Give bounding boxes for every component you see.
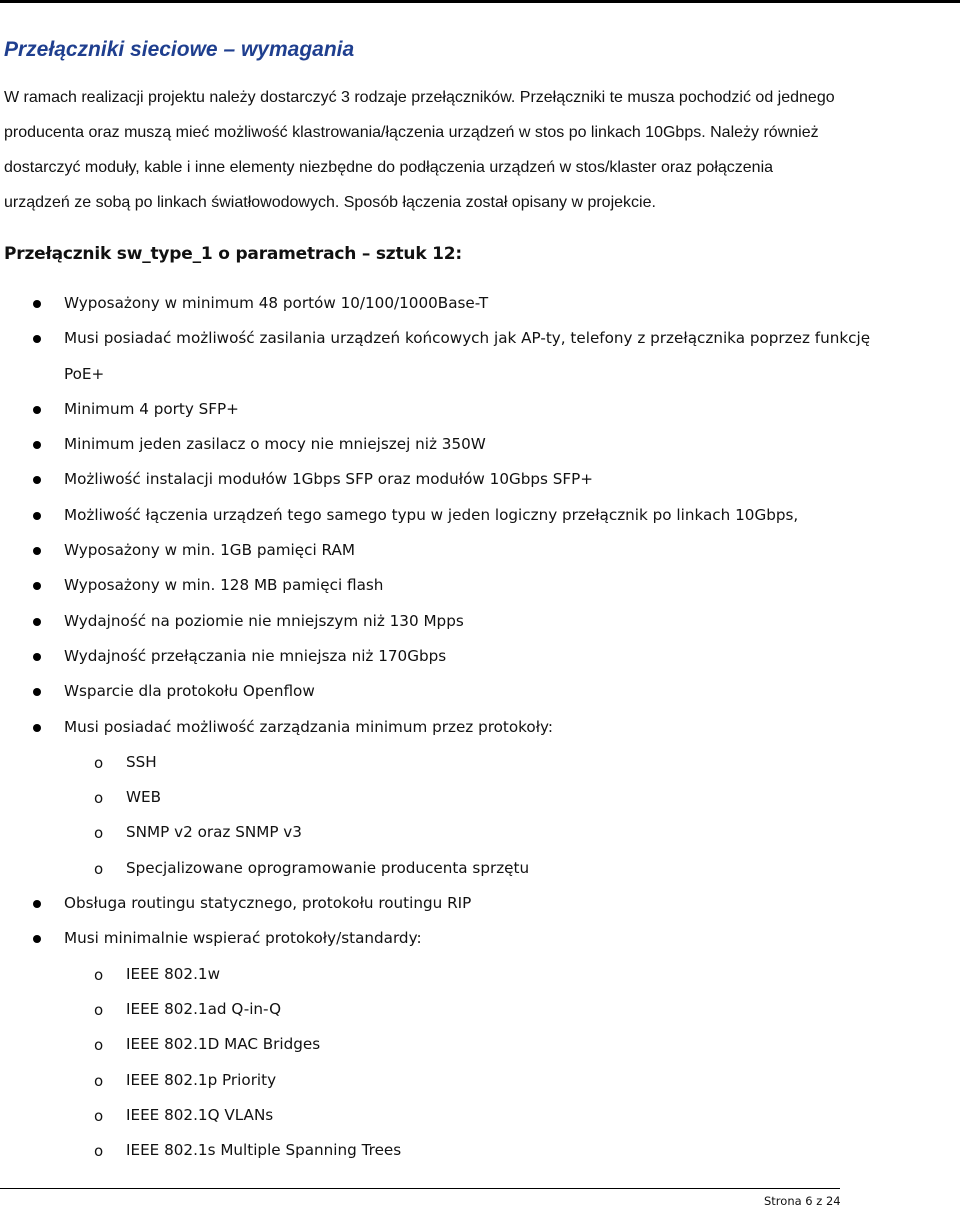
page-number: Strona 6 z 24 xyxy=(764,1194,841,1208)
section-heading: Przełączniki sieciowe – wymagania xyxy=(4,38,355,61)
list-item-text: Minimum 4 porty SFP+ xyxy=(64,399,239,418)
intro-line: urządzeń ze sobą po linkach światłowodowych. Sposób łączenia został opisany w projekcie. xyxy=(4,194,656,211)
bullet-icon xyxy=(33,688,41,696)
sub-list-item xyxy=(0,815,960,850)
circle-bullet-icon: o xyxy=(94,965,104,984)
list-item-text: SSH xyxy=(126,752,157,771)
list-item-text: Możliwość łączenia urządzeń tego samego typu w jeden logiczny przełącznik po linkach 10Gbps, xyxy=(64,505,799,524)
list-item-text: Obsługa routingu statycznego, protokołu routingu RIP xyxy=(64,894,472,913)
bullet-icon xyxy=(33,476,41,484)
circle-bullet-icon: o xyxy=(94,1071,104,1090)
circle-bullet-icon: o xyxy=(94,824,104,843)
list-item xyxy=(0,886,960,921)
list-item xyxy=(0,674,960,709)
list-item-text: PoE+ xyxy=(64,364,105,383)
intro-paragraph xyxy=(4,80,898,220)
list-item xyxy=(0,286,960,321)
list-item xyxy=(0,321,960,356)
top-rule xyxy=(0,0,960,3)
circle-bullet-icon: o xyxy=(94,859,104,878)
list-item-text: Minimum jeden zasilacz o mocy nie mniejszej niż 350W xyxy=(64,435,486,454)
list-item-text: IEEE 802.1Q VLANs xyxy=(126,1105,274,1124)
bullet-icon xyxy=(33,900,41,908)
list-item xyxy=(0,533,960,568)
list-item xyxy=(0,921,960,956)
bullet-icon xyxy=(33,653,41,661)
circle-bullet-icon: o xyxy=(94,1106,104,1125)
list-item-text: Wydajność na poziomie nie mniejszym niż 130 Mpps xyxy=(64,611,464,630)
circle-bullet-icon: o xyxy=(94,753,104,772)
list-item xyxy=(0,568,960,603)
list-item xyxy=(0,462,960,497)
circle-bullet-icon: o xyxy=(94,1142,104,1161)
bullet-icon xyxy=(33,512,41,520)
list-item-text: IEEE 802.1p Priority xyxy=(126,1070,277,1089)
bullet-icon xyxy=(33,582,41,590)
sub-list-item xyxy=(0,1027,960,1062)
list-item-text: Wydajność przełączania nie mniejsza niż 170Gbps xyxy=(64,646,447,665)
circle-bullet-icon: o xyxy=(94,789,104,808)
sub-list-item xyxy=(0,851,960,886)
list-item-text: Musi minimalnie wspierać protokoły/standardy: xyxy=(64,929,422,948)
list-item-text: Wyposażony w minimum 48 portów 10/100/1000Base-T xyxy=(64,294,489,312)
list-item-text: Musi posiadać możliwość zarządzania minimum przez protokoły: xyxy=(64,717,554,736)
bullet-icon xyxy=(33,406,41,414)
list-item-text: Możliwość instalacji modułów 1Gbps SFP oraz modułów 10Gbps SFP+ xyxy=(64,470,594,489)
list-item xyxy=(0,498,960,533)
bullet-icon xyxy=(33,300,41,308)
list-item xyxy=(0,710,960,745)
bullet-icon xyxy=(33,935,41,943)
list-item-continuation xyxy=(0,357,960,392)
circle-bullet-icon: o xyxy=(94,1036,104,1055)
list-item xyxy=(0,427,960,462)
sub-list-item xyxy=(0,1098,960,1133)
footer-rule xyxy=(0,1188,840,1189)
intro-line: producenta oraz muszą mieć możliwość klastrowania/łączenia urządzeń w stos po linkach 10Gbps. Należy również xyxy=(4,124,819,141)
sub-list-item xyxy=(0,992,960,1027)
list-item-text: WEB xyxy=(126,788,162,807)
spec-list xyxy=(0,286,960,1168)
intro-line: W ramach realizacji projektu należy dostarczyć 3 rodzaje przełączników. Przełączniki te musza pochodzić od jednego xyxy=(4,89,835,106)
list-item-text: IEEE 802.1ad Q-in-Q xyxy=(126,999,282,1018)
list-item-text: Wyposażony w min. 1GB pamięci RAM xyxy=(64,541,355,560)
intro-line: dostarczyć moduły, kable i inne elementy niezbędne do podłączenia urządzeń w stos/klaster oraz połączenia xyxy=(4,159,774,176)
bullet-icon xyxy=(33,441,41,449)
sub-list-item xyxy=(0,1133,960,1168)
list-item xyxy=(0,392,960,427)
list-item-text: IEEE 802.1w xyxy=(126,964,220,983)
list-item xyxy=(0,639,960,674)
sub-list-item xyxy=(0,780,960,815)
sub-list-item xyxy=(0,1063,960,1098)
list-item-text: Wsparcie dla protokołu Openflow xyxy=(64,682,315,701)
bullet-icon xyxy=(33,618,41,626)
sub-list-item xyxy=(0,957,960,992)
list-item-text: SNMP v2 oraz SNMP v3 xyxy=(126,823,302,842)
list-item-text: Specjalizowane oprogramowanie producenta sprzętu xyxy=(126,858,530,877)
list-item-text: Wyposażony w min. 128 MB pamięci flash xyxy=(64,576,384,595)
switch-spec-heading: Przełącznik sw_type_1 o parametrach – sztuk 12: xyxy=(4,244,463,264)
bullet-icon xyxy=(33,335,41,343)
list-item-text: Musi posiadać możliwość zasilania urządzeń końcowych jak AP-ty, telefony z przełącznika poprzez funkcję xyxy=(64,329,871,348)
bullet-icon xyxy=(33,724,41,732)
list-item-text: IEEE 802.1s Multiple Spanning Trees xyxy=(126,1141,402,1160)
circle-bullet-icon: o xyxy=(94,1000,104,1019)
list-item-text: IEEE 802.1D MAC Bridges xyxy=(126,1035,321,1054)
list-item xyxy=(0,604,960,639)
sub-list-item xyxy=(0,745,960,780)
bullet-icon xyxy=(33,547,41,555)
